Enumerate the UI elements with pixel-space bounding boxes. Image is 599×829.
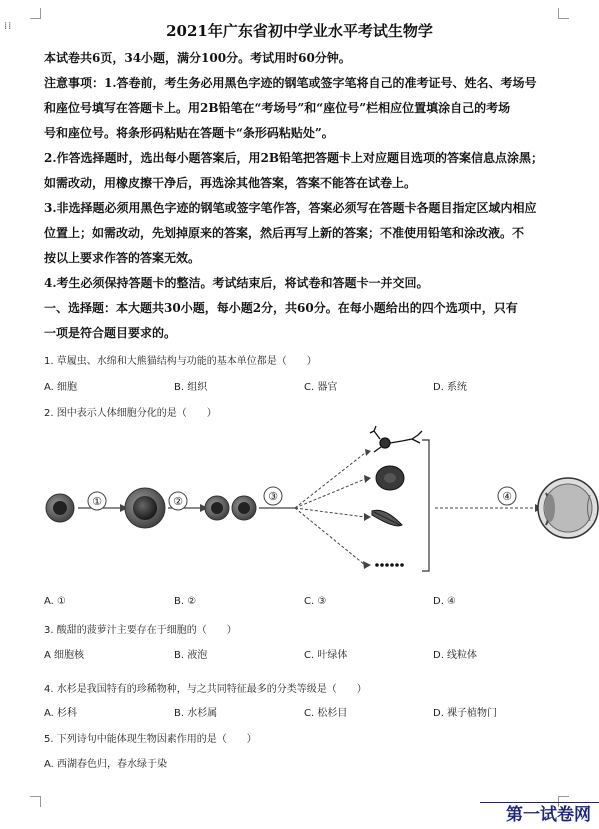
footer-logo[interactable]: 第一试卷网 xyxy=(506,805,591,825)
option-a[interactable]: A. 细胞 xyxy=(44,382,78,393)
option-c[interactable]: C. 叶绿体 xyxy=(304,650,348,661)
page-title: 2021年广东省初中学业水平考试生物学 xyxy=(166,22,433,40)
page-corner-mark xyxy=(30,796,41,807)
notes-line: 和座位号填写在答题卡上。用2B铅笔在“考场号”和“座位号”栏相应位置填涂自己的考场 xyxy=(44,101,511,115)
drag-handle-icon[interactable]: ⁞⁞ xyxy=(4,21,13,32)
question-stem: 1. 草履虫、水绵和大熊猫结构与功能的基本单位都是（ ） xyxy=(44,356,317,367)
question-stem: 4. 水杉是我国特有的珍稀物种，与之共同特征最多的分类等级是（ ） xyxy=(44,684,367,695)
option-b[interactable]: B. 液泡 xyxy=(174,650,208,661)
question-stem: 2. 图中表示人体细胞分化的是（ ） xyxy=(44,408,217,419)
notes-line: 注意事项：1.答卷前，考生务必用黑色字迹的钢笔或签字笔将自己的准考证号、姓名、考场号 xyxy=(44,76,537,90)
notes-line: 3.非选择题必须用黑色字迹的钢笔或签字笔作答，答案必须写在答题卡各题目指定区域内相应 xyxy=(44,201,537,215)
cell-icon xyxy=(125,488,165,528)
notes-line: 按以上要求作答的答案无效。 xyxy=(44,251,201,265)
option-d[interactable]: D. ④ xyxy=(433,596,457,607)
neuron-cell-icon xyxy=(370,426,422,452)
option-b[interactable]: B. 水杉属 xyxy=(174,708,218,719)
question-stem: 5. 下列诗句中能体现生物因素作用的是（ ） xyxy=(44,734,257,745)
notes-line: 4.考生必须保持答题卡的整洁。考试结束后，将试卷和答题卡一并交回。 xyxy=(44,276,429,290)
muscle-cell-icon xyxy=(372,510,402,526)
option-c[interactable]: C. 器官 xyxy=(304,382,338,393)
sperm-cell-icon xyxy=(375,563,404,567)
step-label: ① xyxy=(92,495,102,508)
question-stem: 3. 酸甜的菠萝汁主要存在于细胞的（ ） xyxy=(44,625,237,636)
option-d[interactable]: D. 线粒体 xyxy=(433,650,478,661)
section-heading: 一项是符合题目要求的。 xyxy=(44,326,177,340)
step-label: ② xyxy=(173,495,183,508)
eye-organ-icon xyxy=(538,478,598,538)
step-label: ④ xyxy=(502,490,512,503)
option-c[interactable]: C. ③ xyxy=(304,596,327,607)
intro-text: 本试卷共6页，34小题，满分100分。考试用时60分钟。 xyxy=(44,51,351,65)
option-d[interactable]: D. 系统 xyxy=(433,382,468,393)
option-a[interactable]: A 细胞核 xyxy=(44,650,85,661)
page-corner-mark xyxy=(30,8,41,19)
cell-differentiation-diagram xyxy=(40,425,599,585)
option-b[interactable]: B. 组织 xyxy=(174,382,208,393)
notes-line: 位置上；如需改动，先划掉原来的答案，然后再写上新的答案；不准使用铅笔和涂改液。不 xyxy=(44,226,525,240)
notes-line: 如需改动，用橡皮擦干净后，再选涂其他答案，答案不能答在试卷上。 xyxy=(44,176,417,190)
blood-cell-icon xyxy=(376,466,404,490)
section-heading: 一、选择题：本大题共30小题，每小题2分，共60分。在每小题给出的四个选项中，只有 xyxy=(44,301,518,315)
option-a[interactable]: A. ① xyxy=(44,596,66,607)
option-a[interactable]: A. 西湖春色归，春水绿于染 xyxy=(44,759,168,770)
notes-line: 号和座位号。将条形码粘贴在答题卡“条形码粘贴处”。 xyxy=(44,126,334,140)
notes-line: 2.作答选择题时，选出每小题答案后，用2B铅笔把答题卡上对应题目选项的答案信息点涂黑； xyxy=(44,151,544,165)
option-d[interactable]: D. 裸子植物门 xyxy=(433,708,498,719)
option-c[interactable]: C. 松杉目 xyxy=(304,708,348,719)
step-label: ③ xyxy=(268,490,278,503)
page-corner-mark xyxy=(558,8,569,19)
cell-icon xyxy=(232,496,256,520)
option-a[interactable]: A. 杉科 xyxy=(44,708,78,719)
cell-icon xyxy=(205,496,229,520)
option-b[interactable]: B. ② xyxy=(174,596,197,607)
cell-icon xyxy=(46,494,74,522)
